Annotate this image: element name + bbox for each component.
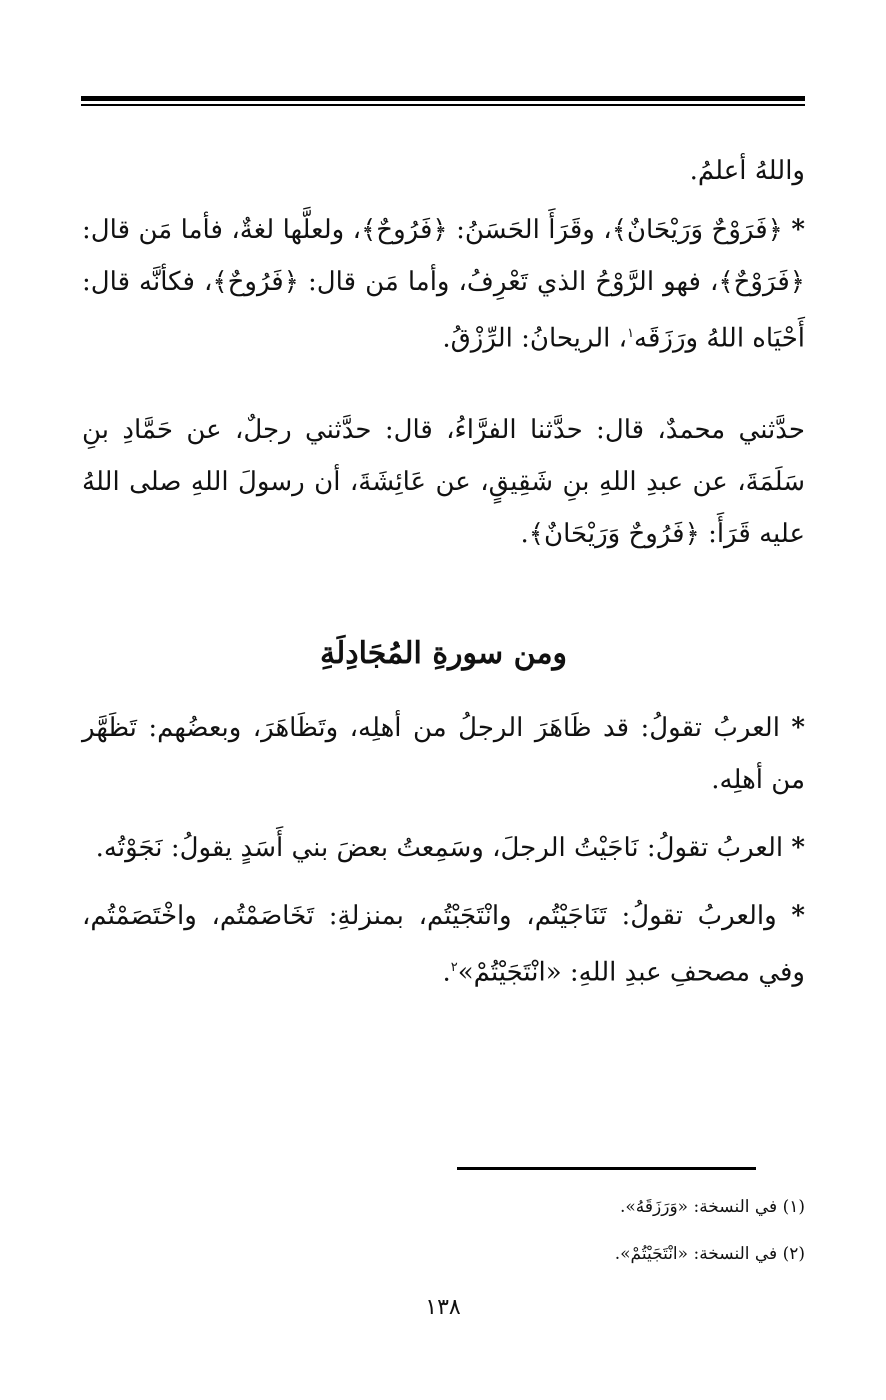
paragraph-hadith	[82, 404, 805, 560]
star-marker: *	[791, 833, 805, 863]
header-rule-thick	[81, 96, 805, 101]
paragraph-text: والعربُ تقولُ: تَنَاجَيْتُم، وانْتَجَيْتُم، بمنزلةِ: تَخَاصَمْتُم، واخْتَصَمْتُم، وفي مصحفِ عبدِ اللهِ: «انْتَجَيْتُمْ»	[82, 901, 805, 988]
star-marker: *	[791, 215, 806, 245]
paragraph-text: ﴿فَرَوْحٌ وَرَيْحَانٌ﴾، وقَرَأَ الحَسَنُ: ﴿فَرُوحٌ﴾، ولعلَّها لغةٌ، فأما مَن قال: ﴿فَرَوْحٌ﴾، فهو الرَّوْحُ الذي تَعْرِفُ، وأما مَن قال: ﴿فَرُوحٌ﴾، فكأنَّه قال: أَحْيَاه اللهُ ورَزَقَه	[82, 215, 805, 354]
paragraph-closing	[82, 145, 805, 197]
section-title: ومن سورةِ المُجَادِلَةِ	[319, 636, 568, 671]
star-marker: *	[791, 713, 805, 743]
paragraph-tanajaytum	[82, 890, 805, 999]
paragraph-zahara	[82, 702, 805, 806]
paragraph-text-end: ، الريحانُ: الرِّزْقُ.	[442, 323, 628, 354]
page-number: ١٣٨	[425, 1295, 461, 1320]
paragraph-text: العربُ تقولُ: قد ظَاهَرَ الرجلُ من أهلِه، وتَظَاهَرَ، وبعضُهم: تَظَهَّر من أهلِه.	[82, 713, 805, 795]
paragraph-text: العربُ تقولُ: نَاجَيْتُ الرجلَ، وسَمِعتُ بعضَ بني أَسَدٍ يقولُ: نَجَوْتُه.	[95, 833, 784, 863]
footnote-separator	[457, 1167, 756, 1170]
paragraph-text-end: .	[442, 957, 451, 988]
paragraph-rawh	[82, 204, 805, 365]
star-marker: *	[791, 901, 806, 931]
paragraph-text: حدَّثني محمدٌ، قال: حدَّثنا الفرَّاءُ، قال: حدَّثني رجلٌ، عن حَمَّادِ بنِ سَلَمَةَ، عن عبدِ اللهِ بنِ شَقِيقٍ، عن عَائِشَةَ، أن رسولَ اللهِ صلى اللهُ عليه قَرَأَ: ﴿فَرُوحٌ وَرَيْحَانٌ﴾.	[82, 415, 805, 549]
header-rule-thin	[81, 104, 805, 106]
paragraph-najaytu	[82, 822, 805, 874]
footnote-ref[interactable]: ١	[627, 326, 635, 341]
footnote-ref[interactable]: ٢	[450, 960, 458, 975]
paragraph-text: واللهُ أعلمُ.	[689, 156, 805, 186]
footnote-1: (١) في النسخة: «وَرَزَقَهُ».	[619, 1197, 805, 1217]
footnote-2: (٢) في النسخة: «انْتَجَيْتُمْ».	[614, 1244, 805, 1264]
